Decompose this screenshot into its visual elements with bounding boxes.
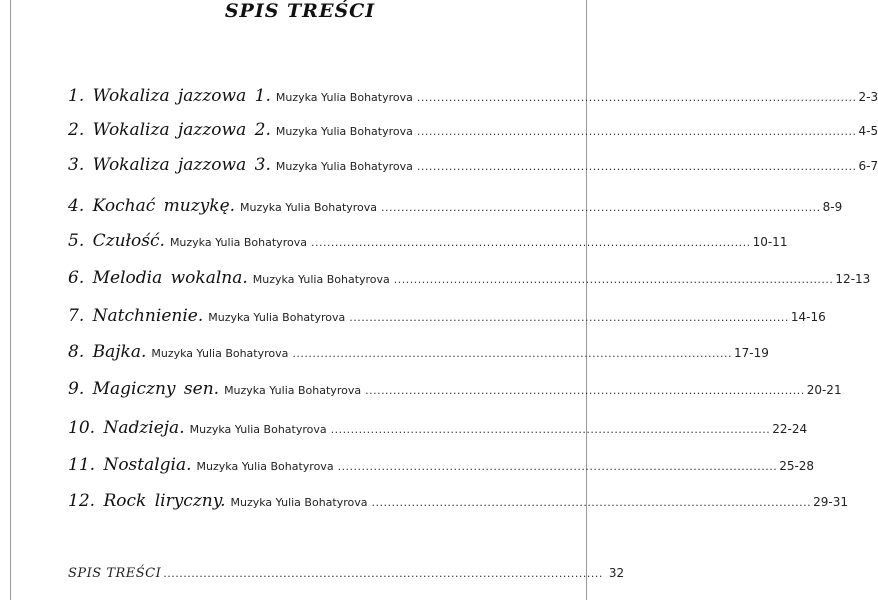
toc-entry-author: Muzyka Yulia Bohatyrova [240,201,378,214]
toc-dot-leader: .............................................................................................................. [381,201,821,214]
toc-dot-leader: .............................................................................................................. [365,384,805,397]
toc-entry [68,306,826,330]
toc-entry-pages: 20-21 [806,383,842,397]
toc-entry-pages: 4-5 [858,124,878,138]
toc-entry-author: Muzyka Yulia Bohatyrova [275,160,413,173]
toc-entry-title: 2. Wokaliza jazzowa 2. [68,120,271,140]
toc-dot-leader: .............................................................................................................. [337,460,778,473]
toc-dot-leader: .............................................................................................................. [292,347,733,360]
toc-dot-leader: .............................................................................................................. [371,496,812,509]
toc-entry [68,120,878,144]
toc-entry [68,491,848,515]
toc-entry-title: 4. Kochać muzykę. [68,196,236,216]
toc-footer-page: 32 [608,566,625,580]
toc-entry [68,231,788,255]
toc-entry-pages: 17-19 [734,346,769,360]
toc-entry [68,342,769,366]
toc-entry-author: Muzyka Yulia Bohatyrova [169,236,307,249]
toc-entry [68,155,878,179]
toc-footer-entry [68,566,625,581]
toc-dot-leader: .............................................................................................................. [310,236,751,249]
page-border-left [10,0,11,600]
toc-dot-leader: .............................................................................................................. [163,567,603,580]
toc-entry [68,196,843,220]
toc-dot-leader: .............................................................................................................. [330,423,771,436]
toc-entry-author: Muzyka Yulia Bohatyrova [230,496,368,509]
toc-entry-author: Muzyka Yulia Bohatyrova [275,125,413,138]
toc-entry-pages: 12-13 [835,272,871,286]
toc-entry-pages: 10-11 [752,235,788,249]
toc-dot-leader: .............................................................................................................. [416,91,857,104]
toc-dot-leader: .............................................................................................................. [393,273,834,286]
toc-entry-author: Muzyka Yulia Bohatyrova [252,273,390,286]
toc-dot-leader: .............................................................................................................. [416,160,857,173]
toc-entry-title: 8. Bajka. [68,342,147,362]
page-border-right [586,0,587,600]
toc-dot-leader: .............................................................................................................. [416,125,857,138]
toc-entry-author: Muzyka Yulia Bohatyrova [224,384,362,397]
toc-entry-pages: 8-9 [822,200,843,214]
toc-entry-pages: 29-31 [813,495,848,509]
toc-entry-author: Muzyka Yulia Bohatyrova [208,311,346,324]
toc-entry-title: 1. Wokaliza jazzowa 1. [68,86,271,106]
toc-dot-leader: .............................................................................................................. [349,311,789,324]
toc-entry-pages: 22-24 [772,422,808,436]
toc-entry-title: 10. Nadzieja. [68,418,185,438]
toc-entry-title: 9. Magiczny sen. [68,379,220,399]
toc-entry-pages: 6-7 [858,159,878,173]
toc-entry [68,268,871,292]
toc-entry-title: 3. Wokaliza jazzowa 3. [68,155,271,175]
toc-entry-author: Muzyka Yulia Bohatyrova [275,91,413,104]
toc-entry-title: 11. Nostalgia. [68,455,192,475]
toc-entry-title: 12. Rock liryczny. [68,491,226,511]
toc-entry-author: Muzyka Yulia Bohatyrova [151,347,289,360]
toc-footer-label: SPIS TREŚCI [68,566,162,581]
toc-entry-pages: 25-28 [779,459,815,473]
toc-entry [68,418,808,442]
toc-entry-pages: 2-3 [858,90,878,104]
toc-entry-title: 7. Natchnienie. [68,306,204,326]
toc-entry-title: 5. Czułość. [68,231,165,251]
page-title: SPIS TREŚCI [224,0,376,22]
toc-entry-pages: 14-16 [790,310,826,324]
toc-entry-title: 6. Melodia wokalna. [68,268,248,288]
toc-entry-author: Muzyka Yulia Bohatyrova [196,460,334,473]
toc-entry-author: Muzyka Yulia Bohatyrova [189,423,327,436]
toc-entry [68,379,842,403]
toc-entry [68,86,878,110]
toc-entry [68,455,815,479]
